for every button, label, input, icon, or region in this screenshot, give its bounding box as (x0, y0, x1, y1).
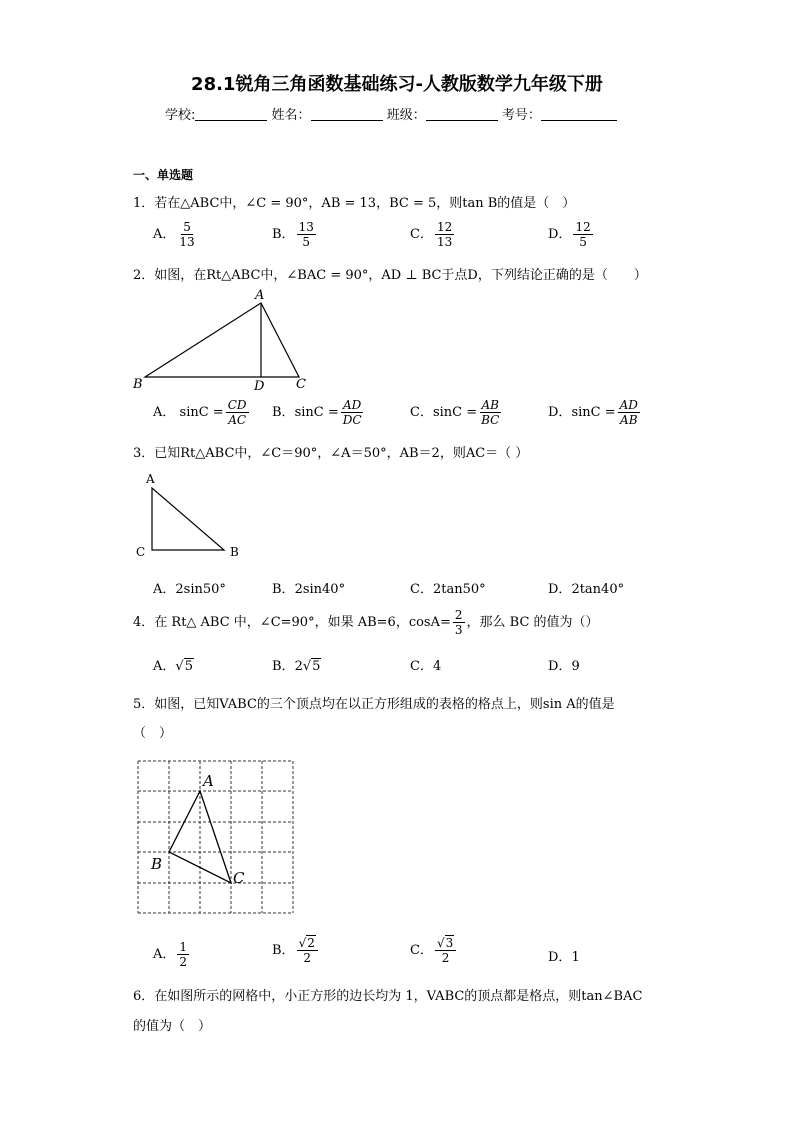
option-prefix: sinC = (179, 405, 224, 420)
option-prefix: sinC = (294, 405, 339, 420)
option-text: 2sin40° (294, 582, 346, 597)
q3-option-a (153, 578, 226, 597)
q5-option-c (410, 936, 458, 965)
question-1-stem: 1．若在△ABC中，∠C = 90°，AB = 13，BC = 5，则tan B的值是（ ） (133, 196, 576, 211)
school-label: 学校: (165, 108, 196, 123)
option-label: C． (410, 943, 433, 958)
fraction (297, 220, 316, 249)
option-label: A． (153, 582, 176, 597)
numerator: AD (619, 398, 638, 412)
sqrt-expression: √5 (175, 659, 193, 674)
option-label: D． (548, 950, 572, 965)
option-label: C． (410, 582, 433, 597)
q5-option-b (272, 936, 320, 965)
sqrt-expression: √2 (298, 936, 315, 950)
denominator: BC (481, 413, 500, 427)
name-blank (311, 108, 383, 121)
denominator: AB (620, 413, 638, 427)
option-label: C． (410, 227, 433, 242)
option-label: C． (410, 405, 433, 420)
option-label: D． (548, 227, 572, 242)
page-title: 28.1锐角三角函数基础练习-人教版数学九年级下册 (191, 74, 603, 95)
option-label: C． (410, 659, 433, 674)
option-label: D． (548, 659, 572, 674)
denominator: AC (228, 413, 247, 427)
option-label: B． (272, 405, 295, 420)
denominator: 13 (179, 235, 195, 249)
denominator: 5 (302, 235, 311, 249)
vertex-label-c: C (136, 545, 146, 559)
option-prefix: sinC = (571, 405, 616, 420)
q2-triangle-figure (128, 285, 318, 395)
denominator: 13 (436, 235, 453, 249)
numerator (297, 936, 318, 951)
student-info-line (165, 104, 617, 123)
q1-option-c (410, 220, 456, 249)
fraction (435, 220, 454, 249)
q3-option-d (548, 578, 624, 597)
option-label: B． (272, 659, 295, 674)
fraction (618, 398, 640, 427)
option-label: A． (153, 405, 176, 420)
numerator: 13 (298, 220, 314, 234)
radicand: 2 (307, 936, 315, 950)
option-text: 4 (432, 659, 442, 674)
radicand: 5 (312, 659, 321, 674)
option-label: A． (153, 659, 176, 674)
q1-option-b (272, 220, 318, 249)
sqrt-expression: √3 (436, 936, 454, 950)
radicand: 5 (184, 659, 193, 674)
q5-option-d (548, 946, 580, 965)
vertex-label-b: B (133, 377, 143, 392)
numerator: 12 (575, 220, 591, 234)
numerator: AB (481, 398, 499, 412)
option-label: D． (548, 582, 572, 597)
section-heading: 一、单选题 (133, 168, 194, 182)
q3-option-c (410, 578, 486, 597)
option-text: 2tan50° (432, 582, 486, 597)
option-label: A． (153, 227, 176, 242)
q2-option-b (272, 398, 366, 427)
fraction (177, 220, 196, 249)
q4-option-b (272, 655, 321, 674)
q1-option-a (153, 220, 199, 249)
numerator: 1 (179, 940, 188, 954)
vertex-label-a: A (255, 288, 265, 303)
question-5-stem: 5．如图，已知VABC的三个顶点均在以正方形组成的表格的格点上，则sin A的值是 (133, 697, 615, 712)
fraction (297, 936, 318, 965)
q4-option-c (410, 655, 441, 674)
stem-part-b: ，那么 BC 的值为（） (466, 615, 599, 630)
denominator: 2 (441, 951, 450, 965)
fraction (177, 940, 189, 969)
q3-option-b (272, 578, 345, 597)
numerator: CD (227, 398, 247, 412)
vertex-label-b: B (151, 855, 163, 873)
q4-option-d (548, 655, 580, 674)
exam-no-blank (541, 108, 617, 121)
denominator: DC (342, 413, 362, 427)
q3-triangle-figure (128, 468, 258, 568)
option-label: B． (272, 943, 295, 958)
fraction (226, 398, 249, 427)
denominator: 3 (454, 623, 463, 637)
stem-part-a: 4．在 Rt△ ABC 中，∠C=90°，如果 AB=6，cosA= (133, 615, 451, 630)
question-5-stem-cont: （ ） (133, 726, 173, 741)
option-text: 2sin50° (175, 582, 226, 597)
name-label: 姓名： (271, 108, 311, 123)
fraction (341, 398, 364, 427)
fraction (573, 220, 592, 249)
q1-option-d (548, 220, 595, 249)
vertex-label-a: A (146, 472, 155, 486)
vertex-label-c: C (296, 377, 306, 392)
fraction (435, 936, 456, 965)
option-text: 9 (571, 659, 580, 674)
coefficient: 2 (294, 659, 303, 674)
vertex-label-d: D (254, 379, 265, 394)
fraction (453, 608, 465, 637)
q5-grid-figure (130, 755, 300, 920)
option-label: A． (153, 947, 176, 962)
numerator: 12 (436, 220, 453, 234)
question-2-stem: 2．如图，在Rt△ABC中，∠BAC = 90°，AD ⊥ BC于点D，下列结论正确的是（ ） (133, 268, 647, 283)
q2-option-a (153, 398, 251, 427)
question-6-stem: 6．在如图所示的网格中，小正方形的边长均为 1，VABC的顶点都是格点，则tan∠BAC (133, 989, 643, 1004)
numerator: AD (343, 398, 362, 412)
right-triangle (152, 488, 224, 550)
numerator: 5 (183, 220, 191, 234)
denominator: 2 (179, 955, 188, 969)
fraction (479, 398, 501, 427)
question-3-stem: 3．已知Rt△ABC中，∠C＝90°，∠A＝50°，AB＝2，则AC＝（ ） (133, 446, 529, 461)
q2-option-d (548, 398, 642, 427)
option-label: B． (272, 582, 295, 597)
q4-option-a (153, 655, 194, 674)
option-label: D． (548, 405, 572, 420)
triangle-abc (145, 303, 299, 377)
option-label: B． (272, 227, 295, 242)
denominator: 2 (303, 951, 312, 965)
question-6-stem-cont: 的值为（ ） (133, 1019, 212, 1034)
option-text: 1 (571, 950, 580, 965)
numerator (435, 936, 456, 951)
class-label: 班级： (386, 108, 426, 123)
option-prefix: sinC = (432, 405, 478, 420)
question-4-stem (133, 608, 599, 637)
vertex-label-b: B (230, 545, 239, 559)
vertex-label-c: C (233, 869, 245, 887)
vertex-label-a: A (203, 772, 214, 790)
school-blank (195, 108, 267, 121)
q2-option-c (410, 398, 503, 427)
option-text: 2tan40° (571, 582, 625, 597)
exam-no-label: 考号： (501, 108, 541, 123)
sqrt-expression: √5 (302, 659, 321, 674)
radicand: 3 (445, 936, 454, 950)
denominator: 5 (579, 235, 587, 249)
class-blank (426, 108, 498, 121)
q5-option-a (153, 940, 191, 969)
numerator: 2 (454, 608, 463, 622)
